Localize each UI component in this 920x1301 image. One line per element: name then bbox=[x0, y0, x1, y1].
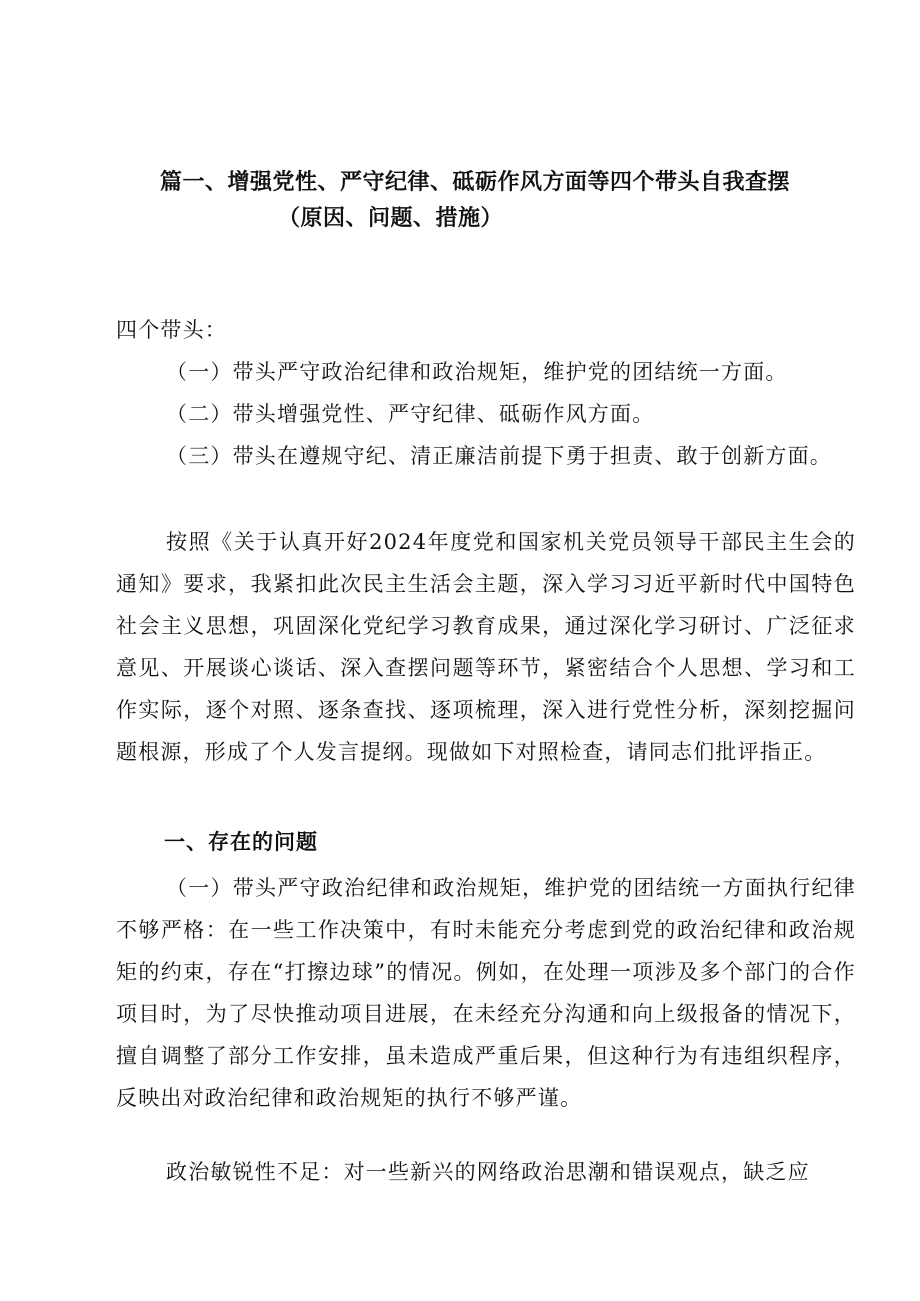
intro-heading: 四个带头： bbox=[116, 318, 227, 342]
opening-paragraph: 按照《关于认真开好2024年度党和国家机关党员领导干部民主生会的通知》要求，我紧扣此次民主生活会主题，深入学习习近平新时代中国特色社会主义思想，巩固深化党纪学习教育成果，通过深化学习研讨、广泛征求意见、开展谈心谈话、深入查摆问题等环节，紧密结合个人思想、学习和工作实际，逐个对照、逐条查找、逐项梳理，深入进行党性分析，深刻挖掘问题根源，形成了个人发言提纲。现做如下对照检查，请同志们批评指正。 bbox=[116, 530, 856, 764]
item-one: （一）带头严守政治纪律和政治规矩，维护党的团结统一方面。 bbox=[166, 360, 788, 384]
title-line-1: 篇一、增强党性、严守纪律、砥砺作风方面等四个带头自我查摆 bbox=[160, 169, 791, 195]
final-paragraph: 政治敏锐性不足：对一些新兴的网络政治思潮和错误观点，缺乏应 bbox=[166, 1160, 810, 1184]
item-three: （三）带头在遵规守纪、清正廉洁前提下勇于担责、敢于创新方面。 bbox=[166, 444, 832, 468]
section-heading: 一、存在的问题 bbox=[164, 830, 318, 855]
section-paragraph: （一）带头严守政治纪律和政治规矩，维护党的团结统一方面执行纪律不够严格：在一些工作决策中，有时未能充分考虑到党的政治纪律和政治规矩的约束，存在“打擦边球”的情况。例如，在处理一项涉及多个部门的合作项目时，为了尽快推动项目进展，在未经充分沟通和向上级报备的情况下，擅自调整了部分工作安排，虽未造成严重后果，但这种行为有违组织程序，反映出对政治纪律和政治规矩的执行不够严谨。 bbox=[116, 876, 856, 1110]
document-title bbox=[160, 165, 850, 237]
title-line-2: （原因、问题、措施） bbox=[278, 205, 504, 231]
item-two: （二）带头增强党性、严守纪律、砥砺作风方面。 bbox=[166, 402, 655, 426]
